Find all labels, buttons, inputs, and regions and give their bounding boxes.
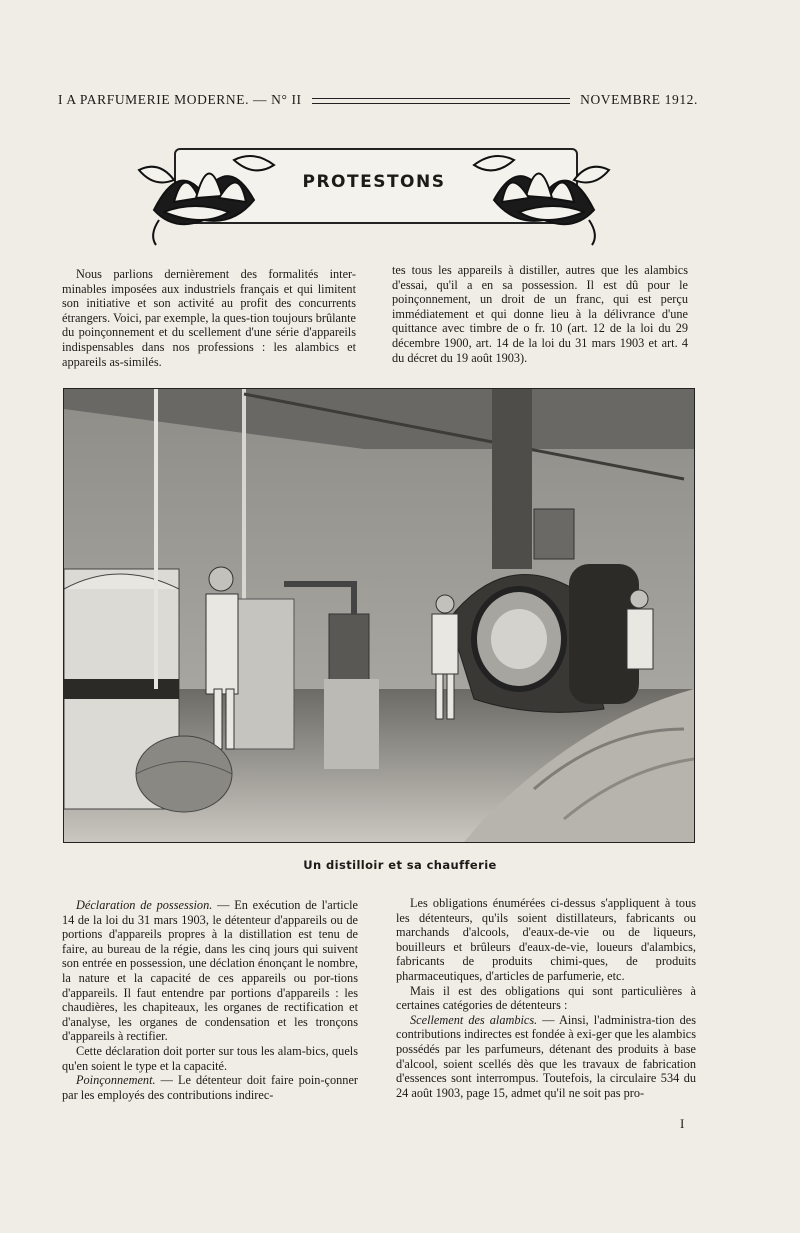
obligations-paragraph: Les obligations énumérées ci-dessus s'appliquent à tous les détenteurs, qu'ils soient distillateurs, fabricants ou marchands d'alcools, d'eaux-de-vie ou de liqueurs, bouilleurs et brûleurs d'eaux-de-vie, loueurs d'alambics, fabricants de produits chimi-ques, de produits pharmaceutiques, d'articles de parfumerie, etc. (396, 896, 696, 983)
issue-date: NOVEMBRE 1912. (580, 92, 698, 107)
alambics-paragraph: Cette déclaration doit porter sur tous les alam-bics, quels qu'en soient le type et la capacité. (62, 1043, 358, 1073)
journal-title: I A PARFUMERIE MODERNE. — N° II (58, 92, 302, 107)
distillery-photograph (63, 388, 695, 843)
declaration-text: — En exécution de l'article 14 de la loi du 31 mars 1903, le détenteur d'appareils ou de portions d'appareils propres à la distillation est tenu de faire, au bureau de la régie, dans les cinq jours qui suivent son entrée en possession, une déclation énonçant le nombre, la nature et la capacité de ces appareils ou por-tions d'appareils. Il faut entendre par portions d'appareils : les chaudières, les chapiteaux, les organes de rectification et d'analyse, les organes de condensation et les tronçons d'appareils à rectifier. (62, 898, 358, 1044)
intro-paragraph: Nous parlions dernièrement des formalités inter-minables imposées aux industriels français et qui limitent son initiative et son activité au profit des concurrents étrangers. Voici, par exemple, la ques-tion toujours brûlante du poinçonnement et du scellement d'une série d'appareils indispensables dans nos professions : les alambics et appareils as-similés. (62, 267, 356, 369)
title-banner (134, 140, 614, 248)
intro-column-right (392, 263, 688, 365)
scellement-heading: Scellement des alambics. (410, 1012, 538, 1027)
poinconnement-text: — Le détenteur doit faire poin-çonner par les employés des contributions indirec- (62, 1073, 358, 1102)
scellement-text: — Ainsi, l'administra-tion des contributions indirectes est fondée à exi-ger que les alambics possédés par les parfumeurs, détenant des produits à base d'alcool, soient scellés dès que les travaux de fabrication d'essences sont interrompus. Toutefois, la circulaire 534 du 24 août 1903, page 15, admet qu'il ne soit pas pro- (396, 1012, 696, 1100)
distillery-scene-image (64, 389, 694, 842)
header-rule (312, 98, 570, 104)
poinconnement-paragraph (62, 1073, 358, 1102)
body-column-left (62, 898, 358, 1102)
scellement-paragraph (396, 1013, 696, 1101)
declaration-paragraph (62, 898, 358, 1044)
lotus-ornament-right-icon (464, 140, 614, 248)
poinconnement-heading: Poinçonnement. (76, 1073, 156, 1088)
page-number: I (680, 1116, 685, 1131)
intro-column-left (62, 267, 356, 369)
body-column-right (396, 896, 696, 1100)
declaration-heading: Déclaration de possession. (76, 898, 213, 912)
running-header (58, 90, 698, 110)
article-title: PROTESTONS (302, 172, 446, 192)
categories-paragraph: Mais il est des obligations qui sont particulières à certaines catégories de détenteurs : (396, 983, 696, 1013)
intro-paragraph-continued: tes tous les appareils à distiller, autres que les alambics d'essai, qu'il a en sa possession. Il est dû pour le poinçonnement, un droit de un franc, qui est perçu immédiatement et qui donne lieu à la délivrance d'une quittance avec timbre de o fr. 10 (art. 12 de la loi du 29 décembre 1900, art. 14 de la loi du 31 mars 1903 et art. 4 du décret du 19 août 1903). (392, 263, 688, 365)
photo-caption: Un distilloir et sa chaufferie (303, 858, 497, 872)
lotus-ornament-left-icon (134, 140, 284, 248)
